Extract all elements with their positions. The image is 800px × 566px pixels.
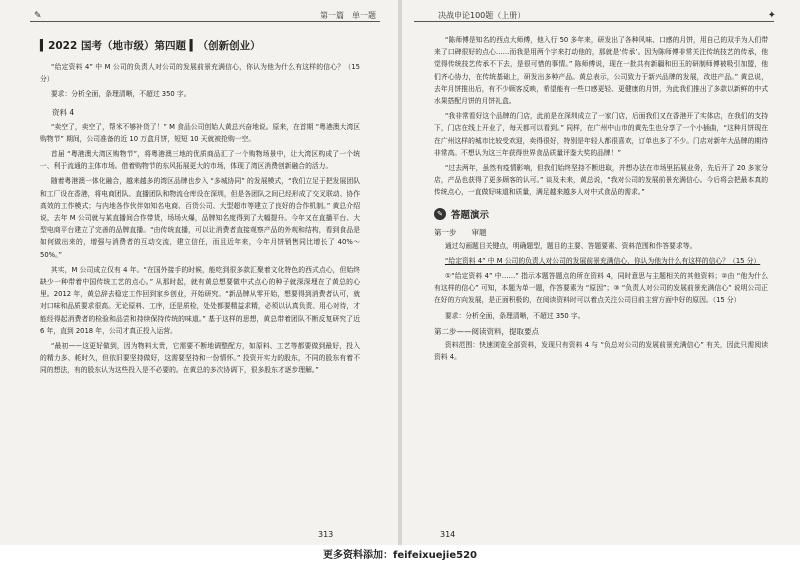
running-head-right <box>402 10 800 24</box>
material-heading: 资料 4 <box>52 107 75 117</box>
header-rule <box>30 21 380 22</box>
question-requirement: 要求：分析全面，条理清晰，不超过 350 字。 <box>50 90 191 99</box>
left-column <box>40 34 360 380</box>
right-page <box>402 0 800 545</box>
running-head-label: 决战申论100题（上册） <box>438 11 526 20</box>
header-rule <box>414 21 774 22</box>
left-page <box>0 0 398 545</box>
footer-watermark: 更多资料添加：feifeixuejie520 <box>323 550 477 561</box>
material-paragraph: “我非常看好这个品牌的门店，此前是在深圳成立了一家门店，后面我们又在香港开了实体店，在我们的支持下，门店在线上开业了，每天都可以看到。” 同样，在广州中山市的黄先生也分享了一个小插曲，“这种月饼现在在广州这样的城市比较受欢迎，卖得很好，特别是年轻人都很喜欢，订单也多了不少。门店对新年大品牌的期待非常高。不想认为这三年获得世界食品质量评鉴大奖的品牌！” <box>434 112 768 157</box>
page-number-left: 313 <box>318 530 334 539</box>
answer-demo-heading <box>434 207 768 221</box>
material-paragraph: 随着粤港澳一体化融合，越来越多的湾区品牌也步入 “多城协同” 的发展模式，“我们立足于把发展团队和工厂设在香港，将电商团队、直播团队和物流仓库设在深圳，但是各团队之间已经形成了交叉联动、协作高效的工作模式；与内地各作伙伴如知名电商、百货公司、大型超市等建立了良好的合作机制。” 黄总介绍说，去年 M 公司就与某直播间合作带货，场场火爆，品牌知名度得到了大幅提升。今年又在直播平台、大型电商平台建立了完善的品牌直播。“由传统直播，可以让消费者直接观察产品的外观和结构，看到食品是如何做出来的，增强与消费者的互动交流，建立信任，而且近年来，今年月饼销售同比增长了 40%～50%。” <box>40 177 360 259</box>
running-head-label: 第一篇 单一题 <box>320 11 376 20</box>
step-one-analysis: ①“给定资料 4” 中……” 指示本题答题点的所在资料 4，同时意思与主题相关的其他资料；②由 “他为什么有这样的信心” 可知，本题为单一题，作答要素为 “原因”；③ “负责人对公司的发展前景充满信心” 说明公司正在好的方向发展，是正面积极的，在阅读资料时可以着点关注公司目前主营方面中好的原因。（15 分） <box>434 272 768 305</box>
page-number-right: 314 <box>440 530 456 539</box>
pencil-icon: ✎ <box>34 11 42 21</box>
step-one-question: “给定资料 4” 中 M 公司的负责人对公司的发展前景充满信心，你认为他为什么有这样的信心？（15 分） <box>444 256 761 265</box>
running-head-left <box>0 10 398 24</box>
material-paragraph: “陈师傅是知名的西点大师傅，他入行 50 多年来，研发出了各种风味、口感的月饼，用自己的双手为人们带来了口碑很好的点心……而我是用两个字来打动他的，那就是‘传承’。因为陈师傅非常关注传统技艺的传承，他觉得传统技艺传承不下去，是很可惜的事情。” 陈师傅说，现在一批共有新疆和田玉的研制师傅被吸引加盟，他们齐心协力，在传统基础上，研发出多种产品。黄总表示，公司致力于新兴品牌的发展，改进产品。” 黄总说，去年月饼推出后，有不少顾客反映，希望能有一些口感更轻、更健康的月饼，为此我们推出了多款以新鲜的中式水果搭配月饼的月饼礼盒。 <box>434 36 768 106</box>
step-one-label: 第一步 审题 <box>434 227 487 237</box>
step-one-line: 通过勾画题目关键点，明确题型，题目的主要、答题要素、资料范围和作答要求等。 <box>444 241 697 250</box>
material-paragraph: 首届 “粤港澳大湾区购物节”，将粤港澳三地的优质商品汇了一个购物场景中，让大湾区构成了一个统一、利于流通的主体市场。借着购物节的东风拓展更大的市场，体现了湾区消费创新融合的活力。 <box>40 150 360 171</box>
right-column <box>434 34 768 366</box>
pen-icon: ✎ <box>434 208 446 220</box>
material-paragraph: “最初——这更好做到，因为物料太贵，它需要不断地调整配方，如原料、工艺等都要做到最好，投入的精力多、耗时久，但依旧要坚持做好，这需要坚持和一份情怀。” 投资开实力的股东，不同的股东有着不同的想法，有的股东认为这些投入是不必要的。在黄总的多次协调下，很多股东才逐步理解。” <box>40 342 360 375</box>
step-two-line: 资料范围：快速浏览全部资料，发现只有资料 4 与 “负总对公司的发展前景充满信心” 有关，因此只需阅读资料 4。 <box>434 340 768 362</box>
section-title: 答题演示 <box>451 209 490 221</box>
material-paragraph: “卖空了，卖空了，帮米不够补货了！” M 食品公司创始人黄总兴奋地说。原来，在首期 “粤港澳大湾区购物节” 期间，公司准备的近 10 万盒月饼，短短 10 天就被抢购一空。 <box>40 122 360 143</box>
material-paragraph: 其实，M 公司成立仅有 4 年。“在国外接手的时候，能吃到很多款汇聚着文化特色的西式点心，但始终缺少一种带着中国传统工艺的点心。” 从那时起，就有黄总想要做中式点心的种子就深深埋在了黄总的心里。2012 年，黄总辞去稳定工作回到家乡创业，开始研究。“新品牌从零开始，想要得到消费者认可，就对口味和品质要求很高。无论原料、工序，还是质检，处处都要精益求精，必须以认真负责、用心对待，才能经得起消费者的检验和品尝和持续保持传统的味道。” 基于这样的思想，黄总带着团队不断反复研究了近 6 年，直到 2018 年，公司才真正投入运营。 <box>40 265 360 335</box>
material-paragraph: “过去两年，虽然有疫情影响，但我们始终坚持不断进取，并想办法在市场里拓展业务，先后开了 20 多家分店，产品也获得了更多顾客的认可。” 谈及未来，黄总说，“我对公司的发展前景充满信心。今后将会把最本真的传统点心，一直做好味道和质量，满足越来越多人对中式食品的需求。” <box>434 164 768 197</box>
question-title: ▍2022 国考（地市级）第四题 ▍（创新创业） <box>40 40 261 52</box>
step-two-label: 第二步——阅读资料，提取要点 <box>434 326 539 336</box>
ribbon-icon: ✦ <box>767 10 776 21</box>
step-one-requirement: 要求：分析全面，条理清晰，不超过 350 字。 <box>444 311 585 320</box>
question-text: “给定资料 4” 中 M 公司的负责人对公司的发展前景充满信心，你认为他为什么有这样的信心？（15 分） <box>40 63 360 84</box>
